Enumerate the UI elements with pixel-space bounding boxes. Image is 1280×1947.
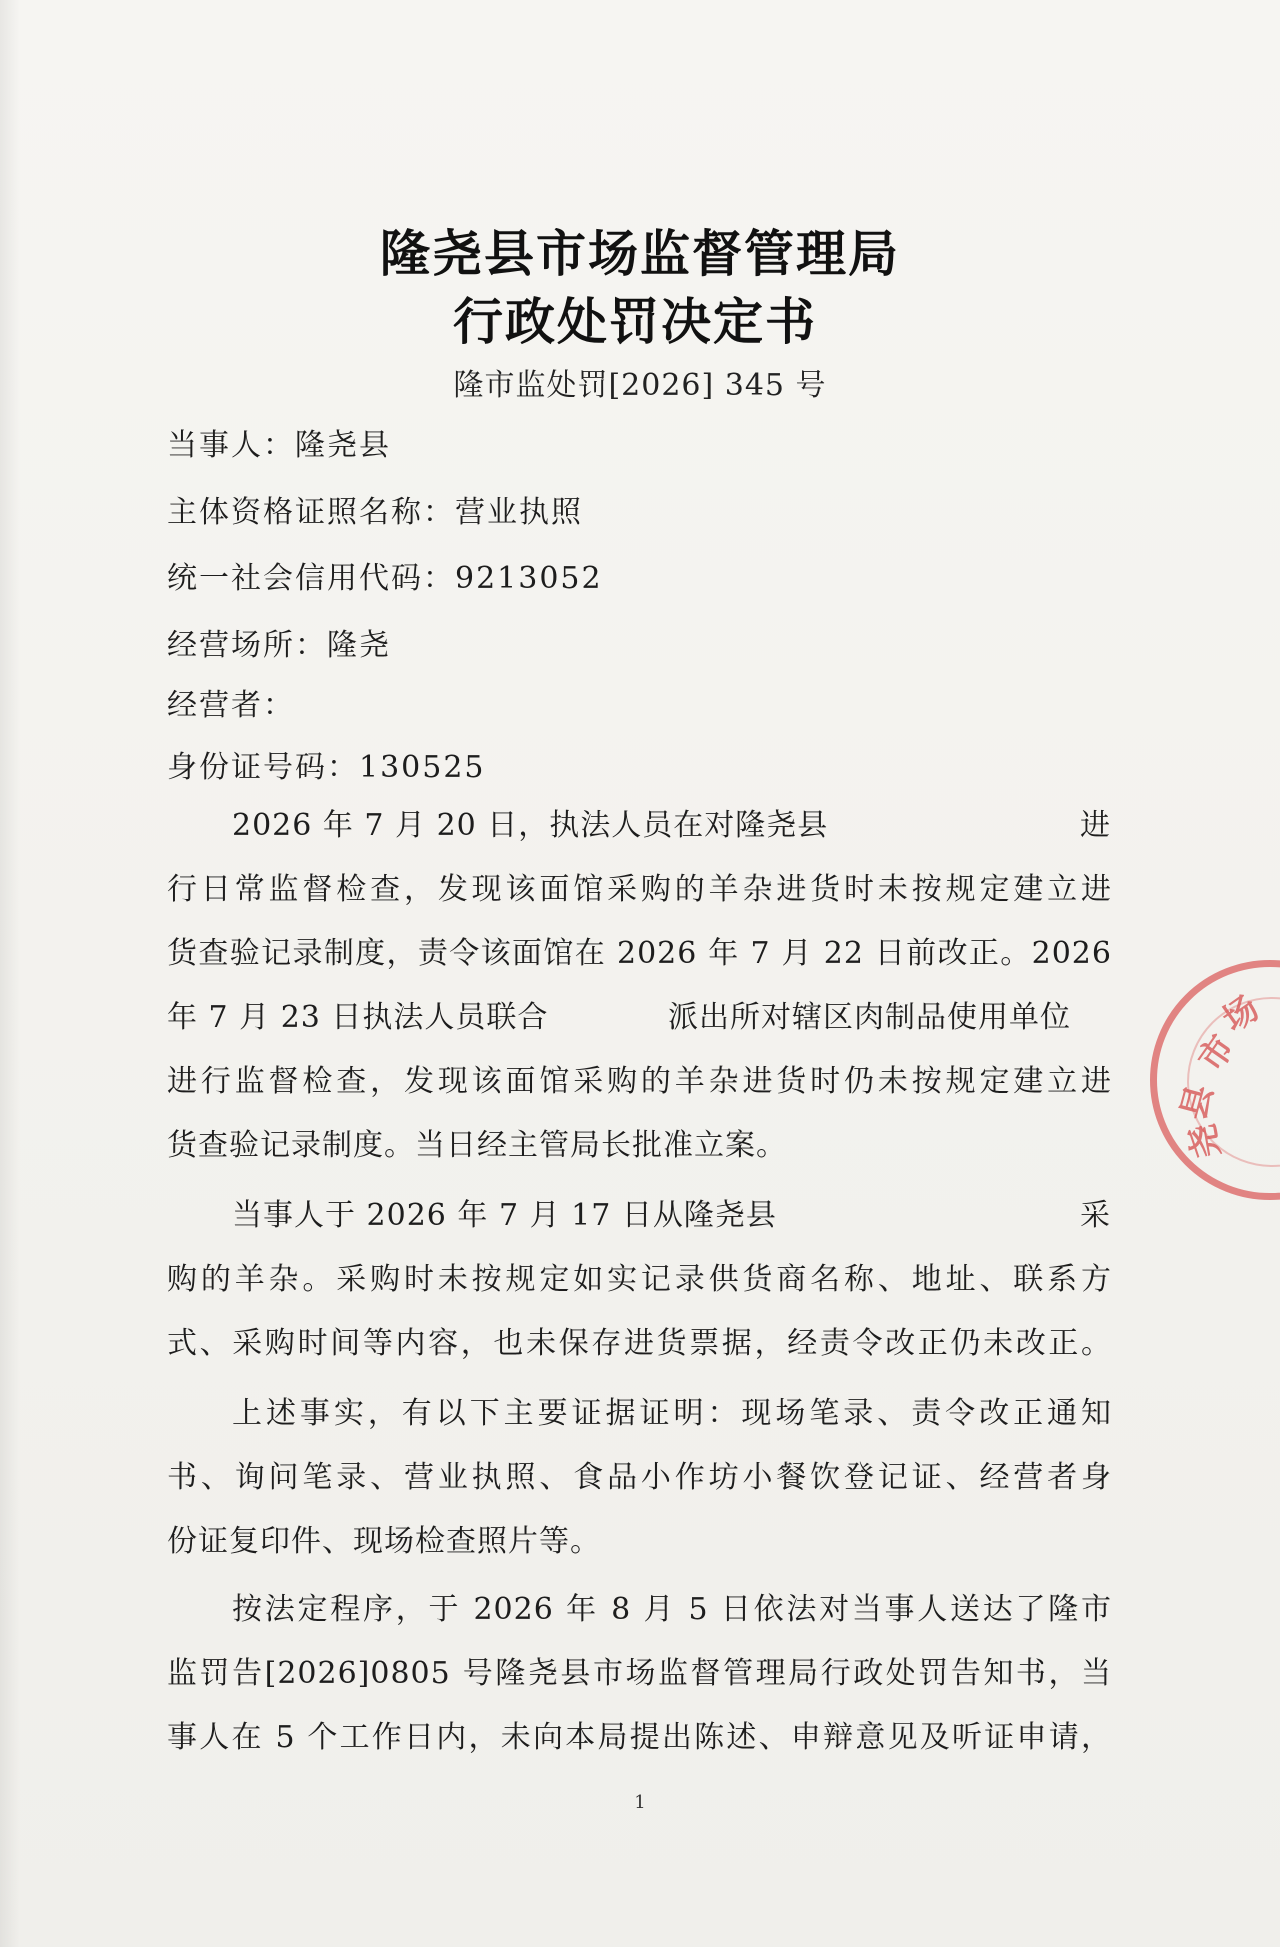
- seal-char: 县: [1173, 1080, 1222, 1125]
- field-license-name: 主体资格证照名称：营业执照: [167, 495, 583, 530]
- seal-char: 场: [1215, 988, 1267, 1041]
- paragraph-line: 上述事实，有以下主要证据证明：现场笔录、责令改正通知: [232, 1396, 1112, 1431]
- paragraph-line: 监罚告[2026]0805 号隆尧县市场监督管理局行政处罚告知书，当: [167, 1656, 1112, 1691]
- paragraph-line: 货查验记录制度。当日经主管局长批准立案。: [167, 1128, 787, 1163]
- paragraph-line: 购的羊杂。采购时未按规定如实记录供货商名称、地址、联系方: [167, 1262, 1112, 1297]
- field-credit-code: 统一社会信用代码：9213052: [167, 561, 603, 596]
- paragraph-line: 事人在 5 个工作日内，未向本局提出陈述、申辩意见及听证申请，: [167, 1720, 1112, 1755]
- paragraph-line: 货查验记录制度，责令该面馆在 2026 年 7 月 22 日前改正。2026: [167, 936, 1112, 971]
- paragraph-line: 书、询问笔录、营业执照、食品小作坊小餐饮登记证、经营者身: [167, 1460, 1112, 1495]
- paragraph-line: 2026 年 7 月 20 日，执法人员在对隆尧县: [232, 808, 829, 843]
- field-id-number: 身份证号码：130525: [167, 750, 486, 785]
- field-operator: 经营者：: [167, 688, 295, 723]
- paragraph-line: 采: [1080, 1198, 1111, 1233]
- seal-char: 市: [1190, 1028, 1244, 1079]
- page-number: 1: [634, 1792, 646, 1813]
- document-subtitle: 行政处罚决定书: [453, 293, 817, 351]
- paragraph-line: 按法定程序，于 2026 年 8 月 5 日依法对当事人送达了隆市: [232, 1592, 1112, 1627]
- document-title: 隆尧县市场监督管理局: [380, 225, 900, 283]
- paragraph-line: 进行监督检查，发现该面馆采购的羊杂进货时仍未按规定建立进: [167, 1064, 1112, 1099]
- paragraph-line: 派出所对辖区肉制品使用单位: [668, 1000, 1071, 1035]
- field-party: 当事人：隆尧县: [167, 428, 391, 463]
- document-number: 隆市监处罚[2026] 345 号: [453, 368, 827, 403]
- paragraph-line: 行日常监督检查，发现该面馆采购的羊杂进货时未按规定建立进: [167, 872, 1112, 907]
- paragraph-line: 份证复印件、现场检查照片等。: [167, 1524, 601, 1559]
- official-seal: [1150, 960, 1280, 1200]
- paragraph-line: 式、采购时间等内容，也未保存进货票据，经责令改正仍未改正。: [167, 1326, 1112, 1361]
- seal-char: 尧: [1182, 1120, 1229, 1162]
- paragraph-line: 年 7 月 23 日执法人员联合: [167, 1000, 549, 1035]
- paragraph-line: 进: [1080, 808, 1111, 843]
- paragraph-line: 当事人于 2026 年 7 月 17 日从隆尧县: [232, 1198, 777, 1233]
- field-business-premises: 经营场所：隆尧: [167, 628, 391, 663]
